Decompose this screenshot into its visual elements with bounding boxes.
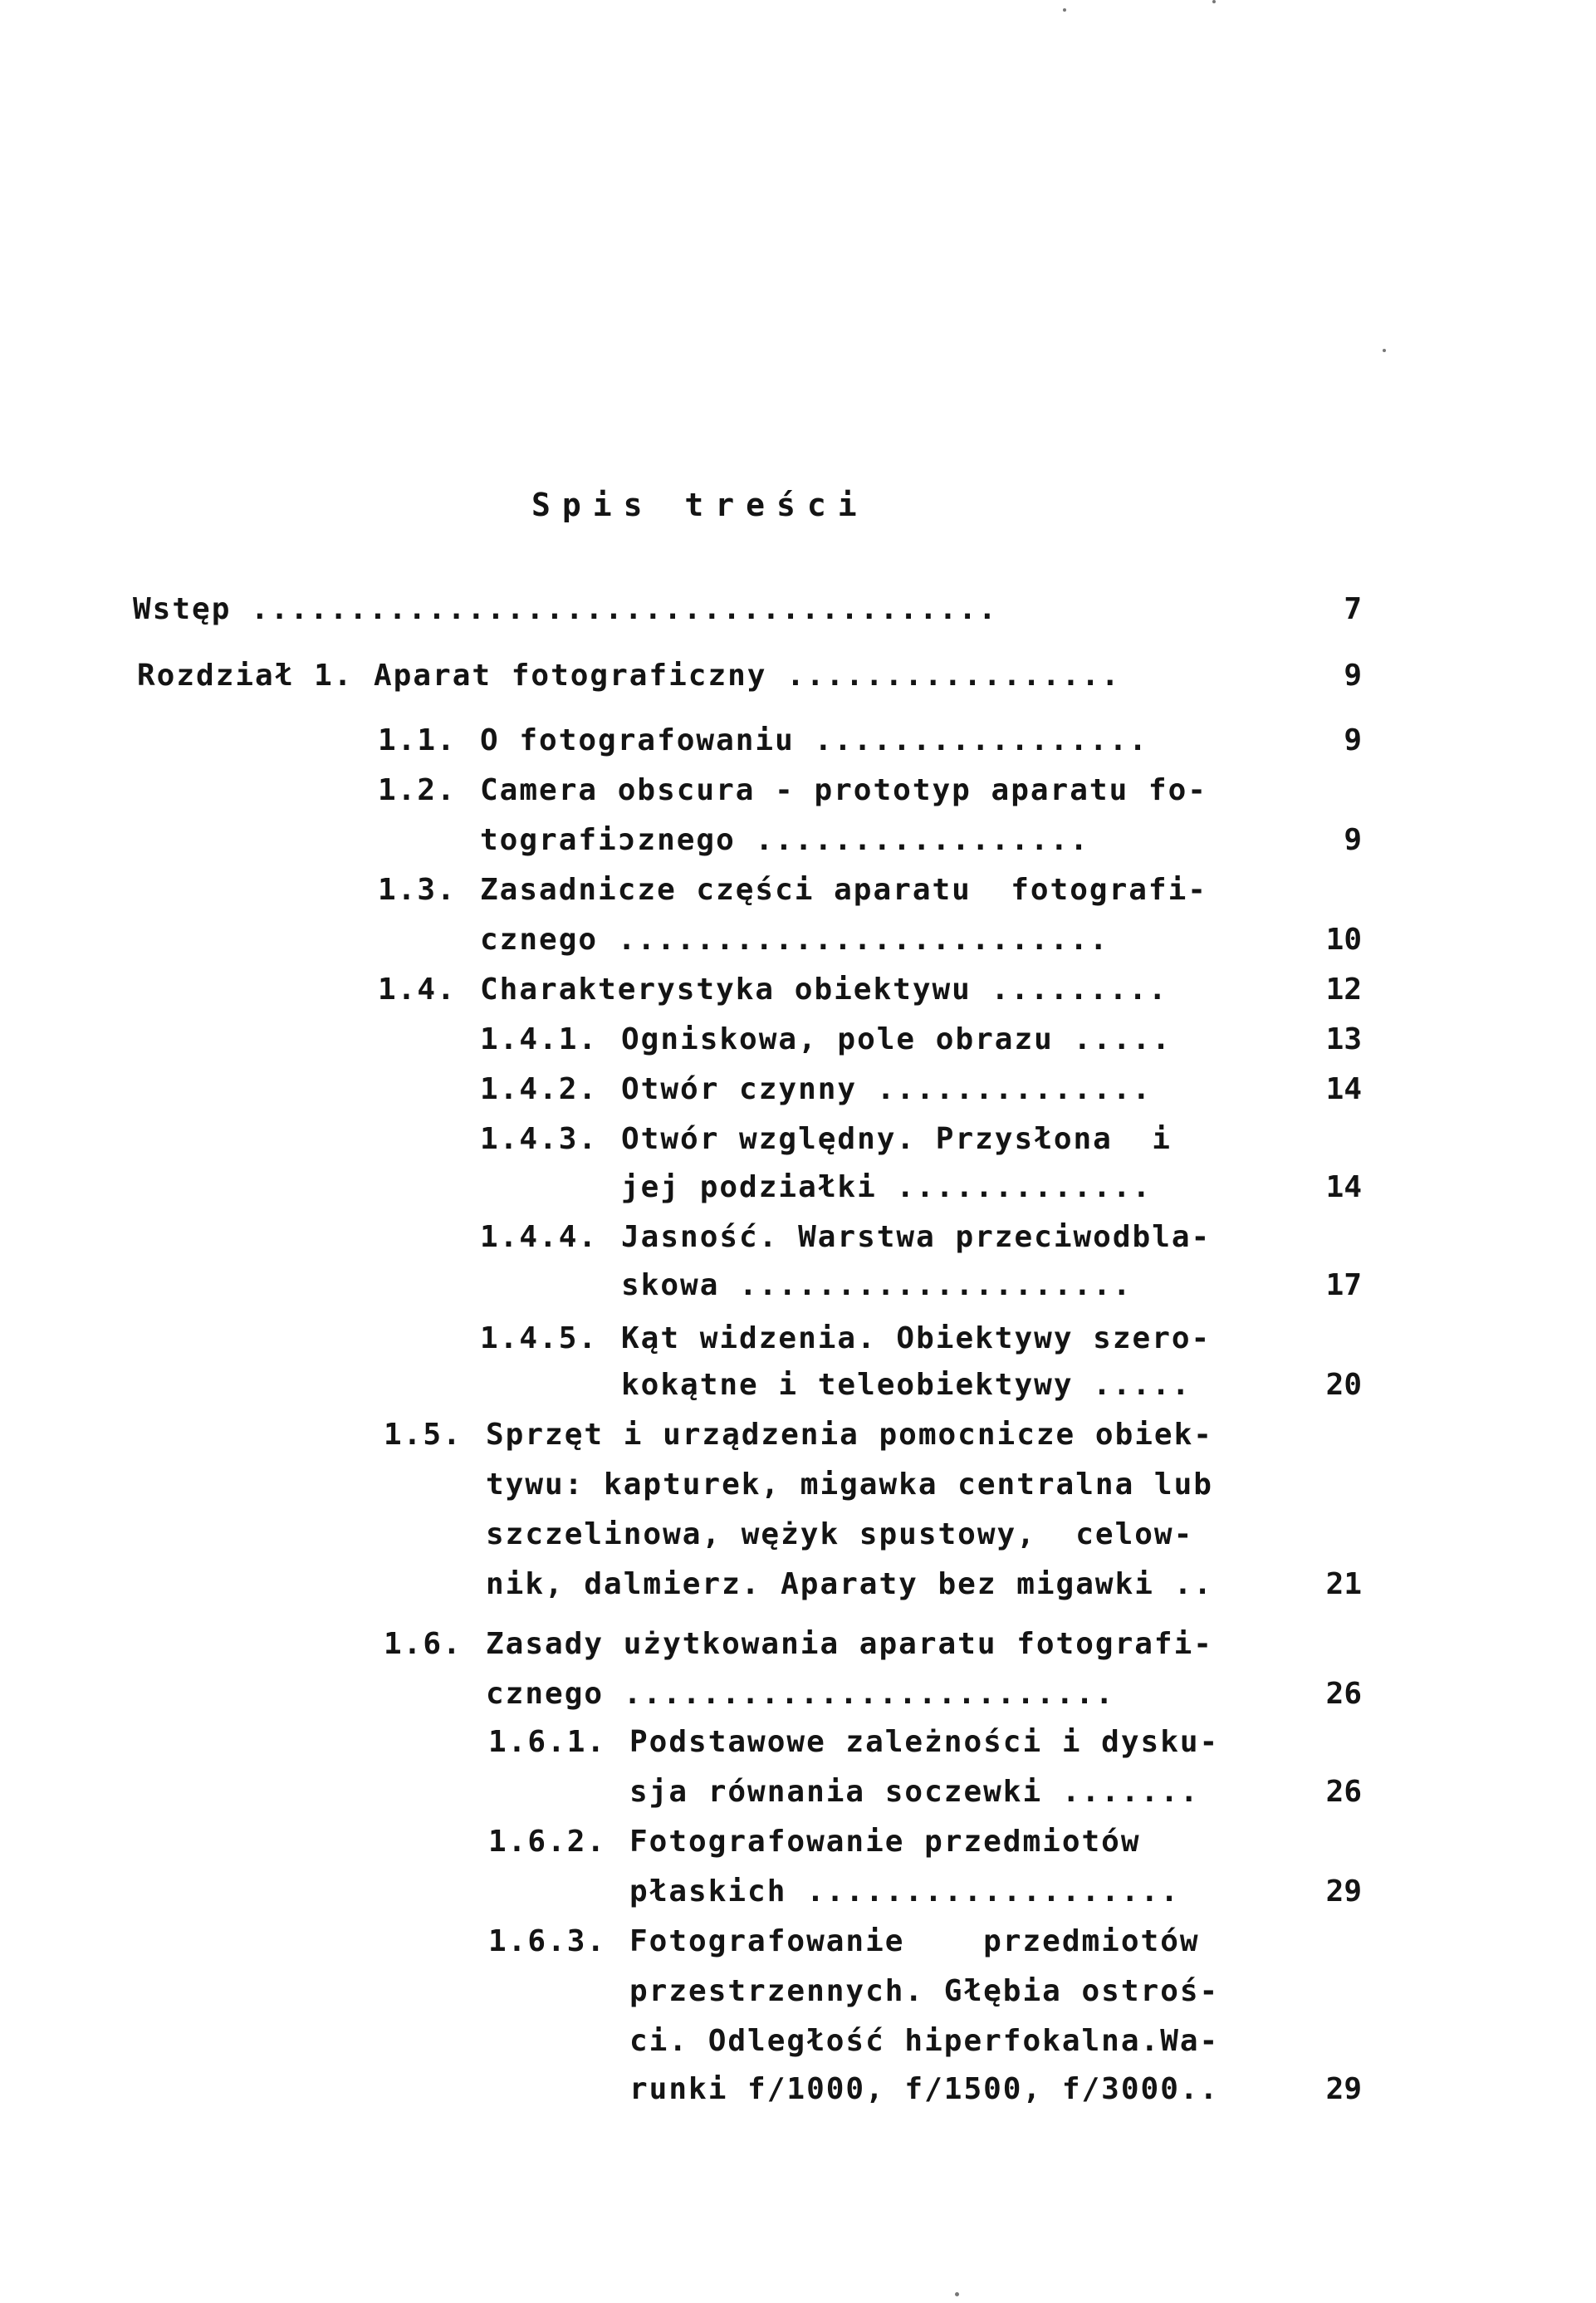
toc-entry-number: 1.1. [378,723,457,757]
toc-entry-text: ci. Odległość hiperfokalna.Wa- [629,2024,1220,2058]
toc-entry-page: 14 [1325,1170,1362,1204]
toc-entry-text: szczelinowa, wężyk spustowy, celow- [486,1517,1194,1551]
toc-entry-number: 1.6.1. [488,1725,607,1759]
toc-entry-text: nik, dalmierz. Aparaty bez migawki .. [486,1567,1213,1601]
toc-entry-page: 13 [1325,1022,1362,1056]
page-title: Spis treści [531,487,869,523]
toc-entry-page: 29 [1325,1874,1362,1909]
toc-entry-number: 1.4.3. [480,1122,599,1156]
toc-entry-number: 1.6.2. [488,1825,607,1859]
toc-entry-text: Zasadnicze części aparatu fotografi- [480,873,1207,907]
toc-entry-text: runki f/1000, f/1500, f/3000.. [629,2072,1220,2106]
toc-entry-text: kokątne i teleobiektywy ..... [621,1368,1192,1402]
toc-entry-number: 1.4.1. [480,1022,599,1056]
toc-entry-text: skowa .................... [621,1268,1133,1302]
toc-entry-number: 1.3. [378,873,457,907]
toc-entry-page: 14 [1325,1072,1362,1106]
toc-entry-text: płaskich ................... [629,1874,1180,1909]
toc-entry-text: Ogniskowa, pole obrazu ..... [621,1022,1172,1056]
toc-entry-text: Charakterystyka obiektywu ......... [480,973,1168,1007]
toc-entry-text: Podstawowe zależności i dysku- [629,1725,1220,1759]
toc-entry-text: Otwór czynny .............. [621,1072,1153,1106]
toc-entry-text: cznego ......................... [480,923,1109,957]
toc-entry-number: 1.6. [384,1627,463,1661]
toc-entry-number: 1.6.3. [488,1924,607,1958]
toc-entry-text: Aparat fotograficzny ................. [374,659,1121,693]
toc-entry-page: 26 [1325,1677,1362,1711]
toc-entry-number: 1.2. [378,773,457,807]
toc-entry-page: 12 [1325,973,1362,1007]
toc-entry-text: tografiɔznego ................. [480,823,1089,857]
toc-entry-number: 1.4.4. [480,1220,599,1254]
toc-entry-text: O fotografowaniu ................. [480,723,1148,757]
toc-entry-page: 17 [1325,1268,1362,1302]
toc-entry-text: Fotografowanie przedmiotów [629,1825,1141,1859]
toc-entry-page: 10 [1325,923,1362,957]
toc-entry-text: Zasady użytkowania aparatu fotografi- [486,1627,1213,1661]
toc-entry-page: 9 [1344,723,1362,757]
toc-entry-text: jej podziałki ............. [621,1170,1153,1204]
toc-entry-page: 9 [1344,659,1362,693]
toc-entry-text: tywu: kapturek, migawka centralna lub [486,1468,1213,1502]
toc-entry-page: 21 [1325,1567,1362,1601]
toc-entry-text: Sprzęt i urządzenia pomocnicze obiek- [486,1418,1213,1452]
toc-entry-text: przestrzennych. Głębia ostroś- [629,1974,1220,2008]
toc-entry-text: Kąt widzenia. Obiektywy szero- [621,1321,1212,1355]
toc-entry-text: Jasność. Warstwa przeciwodbla- [621,1220,1212,1254]
toc-entry-number: 1.4.5. [480,1321,599,1355]
toc-entry-text: Camera obscura - prototyp aparatu fo- [480,773,1207,807]
toc-entry-text: Wstęp ...................................... [133,592,998,626]
toc-entry-page: 26 [1325,1775,1362,1809]
toc-entry-page: 29 [1325,2072,1362,2106]
toc-entry-page: 9 [1344,823,1362,857]
toc-entry-number: Rozdział 1. [137,659,354,693]
toc-entry-text: Fotografowanie przedmiotów [629,1924,1200,1958]
toc-entry-number: 1.4.2. [480,1072,599,1106]
toc-entry-text: cznego ......................... [486,1677,1115,1711]
toc-entry-number: 1.5. [384,1418,463,1452]
toc-entry-page: 20 [1325,1368,1362,1402]
toc-entry-text: sja równania soczewki ....... [629,1775,1200,1809]
toc-entry-page: 7 [1344,592,1362,626]
toc-entry-number: 1.4. [378,973,457,1007]
toc-entry-text: Otwór względny. Przysłona i [621,1122,1172,1156]
